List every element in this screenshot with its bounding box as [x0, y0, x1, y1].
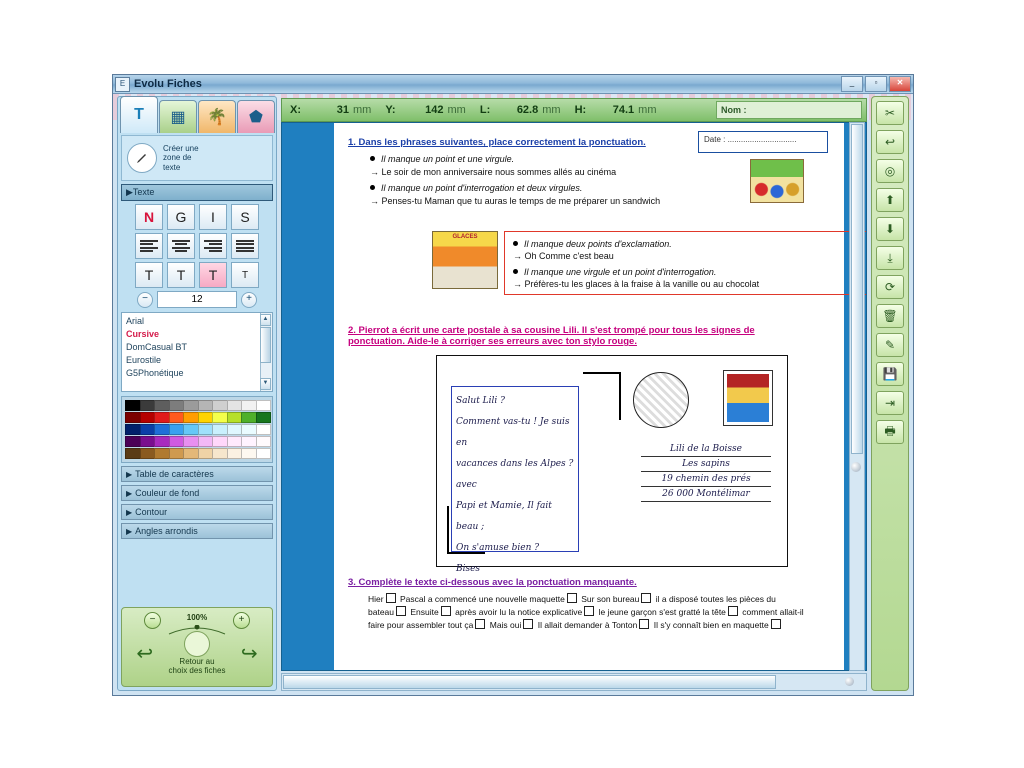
q1-boxed-2-prompt	[513, 267, 867, 277]
bullet-icon	[513, 241, 518, 246]
color-swatch-11[interactable]	[140, 412, 156, 423]
color-swatch-40[interactable]	[125, 448, 141, 459]
color-swatch-24[interactable]	[183, 424, 199, 435]
q3-seg-13: Tonton	[611, 620, 638, 630]
color-swatch-38[interactable]	[241, 436, 257, 447]
checkbox-10[interactable]	[639, 619, 649, 629]
align-center-icon	[172, 240, 190, 252]
clown-image	[750, 159, 804, 203]
color-swatch-5[interactable]	[198, 400, 214, 411]
glaces-caption: GLACES	[452, 234, 478, 240]
color-swatch-15[interactable]	[198, 412, 214, 423]
strikethrough-button[interactable]: S	[231, 204, 259, 230]
question-3-text	[368, 593, 804, 632]
send-bottom-icon[interactable]: ⤓	[876, 246, 904, 270]
color-swatch-45[interactable]	[198, 448, 214, 459]
postcard-corner-top	[583, 372, 621, 420]
tab-forme[interactable]: ⬟	[237, 100, 275, 133]
zoom-controls	[122, 608, 272, 629]
checkbox-3[interactable]	[641, 593, 651, 603]
scroll-down-icon[interactable]: ▼	[260, 378, 271, 390]
tool-tabs	[118, 97, 276, 133]
create-text-zone-label	[163, 144, 199, 172]
save-icon[interactable]: 💾	[876, 362, 904, 386]
color-swatch-48[interactable]	[241, 448, 257, 459]
q1-boxed-1-prompt	[513, 239, 867, 249]
q1-boxed-2-text: Il manque une virgule et un point d'interrogation.	[524, 267, 717, 277]
chevron-right-icon: ▶	[126, 527, 133, 536]
bold-button[interactable]: N	[135, 204, 163, 230]
color-swatch-20[interactable]	[125, 424, 141, 435]
edit-icon[interactable]: ✎	[876, 333, 904, 357]
q1-item-1-answer: → Le soir de mon anniversaire nous sommes allés au cinéma	[370, 167, 617, 177]
color-swatch-23[interactable]	[169, 424, 185, 435]
q3-seg-11: Mais oui	[489, 620, 522, 630]
font-size-increase-button[interactable]: +	[241, 292, 257, 308]
font-size-input[interactable]: 12	[157, 291, 237, 308]
section-couleur-de-fond-label: Couleur de fond	[135, 488, 200, 498]
q3-seg-8: le jeune garçon s'est gratté	[598, 607, 701, 617]
tools-icon[interactable]: ✂	[876, 101, 904, 125]
window-title: Evolu Fiches	[134, 78, 202, 90]
oblique-button[interactable]: I	[199, 204, 227, 230]
texte-section-header[interactable]	[121, 184, 273, 201]
rotate-icon[interactable]: ⟳	[876, 275, 904, 299]
font-item-g5phonetique[interactable]: G5Phonétique	[126, 368, 184, 378]
letter-line-6: Bises	[456, 564, 481, 574]
letter-line-4: Papi et Mamie, Il fait beau ;	[456, 501, 552, 532]
document-canvas[interactable]	[281, 122, 867, 671]
align-right-icon	[204, 240, 222, 252]
checkbox-6[interactable]	[584, 606, 594, 616]
postcard-letter-text[interactable]	[451, 386, 579, 574]
zoom-in-button[interactable]: +	[233, 612, 250, 629]
l-label: L:	[479, 104, 491, 116]
date-field[interactable]: Date : ...............................	[698, 131, 828, 153]
postage-stamp	[723, 370, 773, 426]
texte-section-label: Texte	[132, 187, 155, 197]
color-swatch-4[interactable]	[183, 400, 199, 411]
color-swatch-27[interactable]	[227, 424, 243, 435]
text-style-3-button[interactable]: T	[199, 262, 227, 288]
print-icon[interactable]: 🖶	[876, 420, 904, 444]
font-size-stepper	[118, 291, 276, 308]
color-swatch-32[interactable]	[154, 436, 170, 447]
font-style-row	[121, 204, 273, 230]
section-contour-label: Contour	[135, 507, 168, 517]
question-1-title: 1. Dans les phrases suivantes, place correctement la ponctuation.	[348, 137, 646, 148]
color-swatch-18[interactable]	[241, 412, 257, 423]
maximize-button[interactable]: ▫	[865, 76, 887, 92]
color-swatch-30[interactable]	[125, 436, 141, 447]
checkbox-9[interactable]	[523, 619, 533, 629]
color-swatch-29[interactable]	[256, 424, 272, 435]
font-item-cursive[interactable]: Cursive	[126, 329, 160, 339]
checkbox-5[interactable]	[441, 606, 451, 616]
align-left-icon	[140, 240, 158, 252]
letter-line-3: vacances dans les Alpes ? avec	[456, 459, 574, 490]
zoom-out-button[interactable]: −	[144, 612, 161, 629]
text-style-2-button[interactable]: T	[167, 262, 195, 288]
x-value[interactable]: 31	[336, 104, 349, 116]
redo-arrow-icon[interactable]: ↪	[240, 642, 258, 665]
vertical-scroll-grip[interactable]	[851, 462, 861, 472]
back-label-2: choix des fiches	[168, 665, 226, 675]
chevron-right-icon: ▶	[126, 187, 133, 197]
tab-image[interactable]: 🌴	[198, 100, 236, 133]
checkbox-2[interactable]	[567, 593, 577, 603]
italic-button[interactable]: G	[167, 204, 195, 230]
back-label-1: Retour au	[179, 657, 215, 666]
resize-grip-icon[interactable]	[845, 677, 854, 686]
font-list-items	[122, 313, 272, 380]
question-2-title-line1: 2. Pierrot a écrit une carte postale à sa cousine Lili. Il s'est trompé pour tous les signes de	[348, 325, 755, 336]
q3-seg-9: la tête	[702, 607, 726, 617]
window-body	[113, 94, 913, 695]
color-swatch-33[interactable]	[169, 436, 185, 447]
bullet-icon	[513, 269, 518, 274]
bullet-icon	[370, 185, 375, 190]
section-table-de-caracteres[interactable]	[121, 466, 273, 482]
color-swatch-43[interactable]	[169, 448, 185, 459]
q1-answer-1-text: Le soir de mon anniversaire nous sommes allés au cinéma	[381, 167, 617, 177]
x-unit: mm	[353, 104, 372, 116]
horizontal-scroll-thumb[interactable]	[283, 675, 776, 689]
color-swatch-35[interactable]	[198, 436, 214, 447]
color-swatch-37[interactable]	[227, 436, 243, 447]
font-size-decrease-button[interactable]: −	[137, 292, 153, 308]
section-angles-arrondis[interactable]	[121, 523, 273, 539]
color-swatch-28[interactable]	[241, 424, 257, 435]
alignment-row	[121, 233, 273, 259]
undo-icon[interactable]: ↩	[876, 130, 904, 154]
checkbox-1[interactable]	[386, 593, 396, 603]
q1-answer-2-text: Penses-tu Maman que tu auras le temps de me préparer un sandwich	[381, 196, 661, 206]
section-angles-arrondis-label: Angles arrondis	[135, 526, 198, 536]
address-line-3: 19 chemin des prés	[641, 472, 771, 487]
color-swatch-41[interactable]	[140, 448, 156, 459]
question-3-title: 3. Complète le texte ci-dessous avec la ponctuation manquante.	[348, 577, 637, 588]
q3-seg-6: Ensuite	[410, 607, 439, 617]
app-icon: E	[115, 77, 130, 92]
text-style-1-button[interactable]: T	[135, 262, 163, 288]
color-swatch-6[interactable]	[212, 400, 228, 411]
horizontal-scrollbar[interactable]	[281, 673, 867, 691]
color-swatch-13[interactable]	[169, 412, 185, 423]
link-icon[interactable]: ◎	[876, 159, 904, 183]
q1-prompt-1-text: Il manque un point et une virgule.	[381, 154, 515, 164]
y-unit: mm	[447, 104, 466, 116]
h-value[interactable]: 74.1	[612, 104, 635, 116]
create-zone-line1: Créer une	[163, 144, 199, 154]
color-swatch-8[interactable]	[241, 400, 257, 411]
font-item-eurostile[interactable]: Eurostile	[126, 355, 162, 365]
chevron-right-icon: ▶	[126, 470, 133, 479]
section-contour[interactable]	[121, 504, 273, 520]
q1-boxed-1-answer: → Oh Comme c'est beau	[513, 251, 614, 261]
format-buttons-grid	[121, 204, 273, 288]
q1-item-2-answer: → Penses-tu Maman que tu auras le temps de me préparer un sandwich	[370, 196, 661, 206]
letter-line-2: Comment vas-tu ! Je suis en	[456, 417, 570, 448]
align-justify-icon	[236, 240, 254, 252]
bring-front-icon[interactable]: ⬆	[876, 188, 904, 212]
color-swatch-0[interactable]	[125, 400, 141, 411]
coordinates-toolbar	[281, 98, 867, 122]
q3-seg-1: Hier	[368, 594, 384, 604]
worksheet-page[interactable]	[334, 123, 844, 670]
postmark-circle	[633, 372, 689, 428]
delete-icon[interactable]: 🗑	[876, 304, 904, 328]
l-unit: mm	[542, 104, 561, 116]
color-swatch-9[interactable]	[256, 400, 272, 411]
color-swatch-7[interactable]	[227, 400, 243, 411]
application-window	[112, 74, 914, 696]
chevron-right-icon: ▶	[126, 489, 133, 498]
create-zone-line3: texte	[163, 162, 181, 172]
q1-boxed-1-answer-text: Oh Comme c'est beau	[524, 251, 614, 261]
stamp-artwork	[727, 374, 769, 422]
q1-boxed-2-answer-text: Préfères-tu les glaces à la fraise à la vanille ou au chocolat	[524, 279, 760, 289]
x-label: X:	[290, 104, 301, 116]
color-palette[interactable]	[121, 396, 273, 463]
minimize-button[interactable]: _	[841, 76, 863, 92]
color-swatch-42[interactable]	[154, 448, 170, 459]
font-item-domcasual[interactable]: DomCasual BT	[126, 342, 188, 352]
q3-seg-10: comment allait-il faire pour assembler tout ça	[368, 607, 804, 630]
h-unit: mm	[638, 104, 657, 116]
color-swatch-19[interactable]	[256, 412, 272, 423]
q3-seg-7: après avoir lu la notice explicative	[455, 607, 583, 617]
q3-seg-5: pièces du bateau	[368, 594, 776, 617]
font-list-scrollbar[interactable]	[260, 313, 272, 391]
color-swatch-22[interactable]	[154, 424, 170, 435]
q1-boxed-1-text: Il manque deux points d'exclamation.	[524, 239, 672, 249]
vertical-scrollbar[interactable]	[849, 122, 865, 671]
color-swatch-1[interactable]	[140, 400, 156, 411]
address-line-4: 26 000 Montélimar	[641, 487, 771, 502]
undo-arrow-icon[interactable]: ↩	[136, 642, 154, 665]
zoom-slider[interactable]	[167, 613, 227, 629]
y-value[interactable]: 142	[425, 104, 444, 116]
canvas-left-margin	[282, 123, 334, 670]
color-swatch-16[interactable]	[212, 412, 228, 423]
letter-line-5: On s'amuse bien ?	[456, 543, 540, 553]
q3-seg-4: il a disposé toutes les	[655, 594, 738, 604]
worksheet-content	[334, 123, 844, 670]
create-text-zone[interactable]	[121, 135, 273, 181]
section-couleur-de-fond[interactable]	[121, 485, 273, 501]
pencil-circle-icon	[127, 143, 157, 173]
nom-input[interactable]: Nom :	[716, 101, 862, 119]
checkbox-4[interactable]	[396, 606, 406, 616]
address-line-2: Les sapins	[641, 457, 771, 472]
address-line-1: Lili de la Boisse	[641, 442, 771, 457]
font-list-scroll-thumb[interactable]	[260, 327, 271, 363]
color-swatch-25[interactable]	[198, 424, 214, 435]
l-value[interactable]: 62.8	[516, 104, 539, 116]
bullet-icon	[370, 156, 375, 161]
color-swatch-12[interactable]	[154, 412, 170, 423]
checkbox-11[interactable]	[771, 619, 781, 629]
color-swatch-3[interactable]	[169, 400, 185, 411]
window-controls	[841, 76, 911, 92]
color-swatch-47[interactable]	[227, 448, 243, 459]
y-label: Y:	[385, 104, 396, 116]
tab-tableau[interactable]: ▦	[159, 100, 197, 133]
close-button[interactable]: ✕	[889, 76, 911, 92]
letter-line-1: Salut Lili ?	[456, 396, 505, 406]
postcard-image[interactable]	[436, 355, 788, 574]
q3-seg-12: Il allait demander à	[537, 620, 610, 630]
chevron-right-icon: ▶	[126, 508, 133, 517]
color-swatch-2[interactable]	[154, 400, 170, 411]
color-swatch-36[interactable]	[212, 436, 228, 447]
postcard-address	[641, 442, 771, 502]
color-swatch-39[interactable]	[256, 436, 272, 447]
question-1-boxed-items	[504, 231, 867, 295]
checkbox-8[interactable]	[475, 619, 485, 629]
left-tools-panel	[117, 96, 277, 691]
color-swatch-10[interactable]	[125, 412, 141, 423]
q3-seg-3: Sur son bureau	[581, 594, 640, 604]
vertical-scroll-thumb[interactable]	[851, 124, 863, 454]
export-icon[interactable]: ⇥	[876, 391, 904, 415]
color-swatch-26[interactable]	[212, 424, 228, 435]
font-list[interactable]	[121, 312, 273, 392]
section-table-de-caracteres-label: Table de caractères	[135, 469, 214, 479]
font-item-arial[interactable]: Arial	[126, 316, 145, 326]
align-left-button[interactable]	[135, 233, 163, 259]
title-bar	[113, 75, 913, 94]
color-swatch-46[interactable]	[212, 448, 228, 459]
color-swatch-44[interactable]	[183, 448, 199, 459]
checkbox-7[interactable]	[728, 606, 738, 616]
align-center-button[interactable]	[167, 233, 195, 259]
color-swatch-31[interactable]	[140, 436, 156, 447]
text-style-4-button[interactable]: T	[231, 262, 259, 288]
q1-boxed-2-answer: → Préfères-tu les glaces à la fraise à la vanille ou au chocolat	[513, 279, 760, 289]
question-2-title-line2: ponctuation. Aide-le à corriger ses erreurs avec ton stylo rouge.	[348, 336, 637, 347]
color-swatch-49[interactable]	[256, 448, 272, 459]
color-swatch-17[interactable]	[227, 412, 243, 423]
zoom-navigation-panel	[121, 607, 273, 687]
align-justify-button[interactable]	[231, 233, 259, 259]
right-tools-panel	[871, 96, 909, 691]
q3-seg-14: Il s'y connaît bien en maquette	[653, 620, 769, 630]
color-swatch-14[interactable]	[183, 412, 199, 423]
send-back-icon[interactable]: ⬇	[876, 217, 904, 241]
color-swatch-34[interactable]	[183, 436, 199, 447]
h-label: H:	[574, 104, 587, 116]
scroll-up-icon[interactable]: ▲	[260, 314, 271, 326]
tab-texte[interactable]: T	[120, 96, 158, 133]
zoom-value: 100%	[186, 612, 208, 622]
q1-prompt-2-text: Il manque un point d'interrogation et deux virgules.	[381, 183, 583, 193]
text-case-row	[121, 262, 273, 288]
align-right-button[interactable]	[199, 233, 227, 259]
create-zone-line2: zone de	[163, 153, 192, 163]
ice-cream-stand-image	[432, 231, 498, 289]
color-swatch-21[interactable]	[140, 424, 156, 435]
q3-seg-2: Pascal a commencé une nouvelle maquette	[399, 594, 565, 604]
